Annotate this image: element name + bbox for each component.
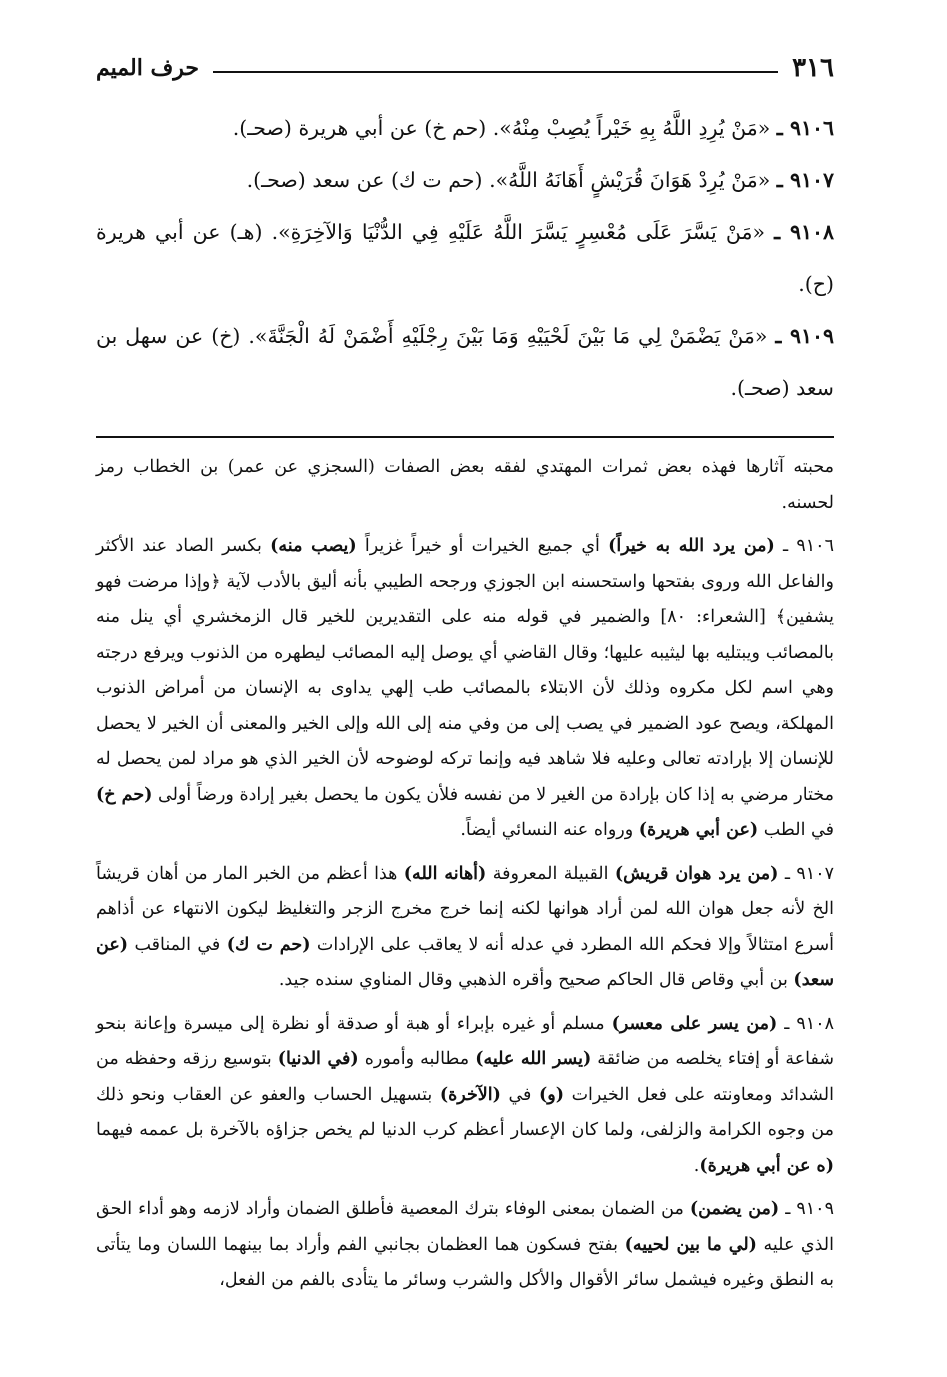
hadith-number: ٩١٠٨ ـ: [774, 220, 834, 244]
commentary-9108: [96, 1007, 834, 1185]
commentary-text: هذا أعظم من الخبر المار من أهان قريشاً الخ لأنه جعل هوان الله لمن أراد هوانها لكنه إنما خرج مخرج الزجر والتغليظ ليكون الانتهاء عن أذاهم أسرع امتثالاً وإلا فحكم الله المطرد في عدله أنه لا يعاقب على الإرادات: [96, 863, 834, 955]
commentary-text: في الطب: [758, 820, 834, 840]
page-header: [96, 48, 834, 88]
footnote-divider: [96, 436, 834, 438]
quoted-phrase: (من يسر على معسر): [611, 1013, 778, 1034]
commentary-number: ٩١٠٦ ـ: [783, 536, 834, 556]
hadith-text: «مَنْ يُرِدْ هَوَانَ قُرَيْشٍ أَهَانَهُ اللَّهُ»: [495, 168, 771, 192]
quoted-phrase: (من يضمن): [689, 1199, 780, 1219]
hadith-9108: [96, 206, 834, 310]
hadith-number: ٩١٠٦ ـ: [776, 116, 834, 140]
commentary-9107: [96, 857, 834, 999]
quoted-phrase: (في الدنيا): [277, 1049, 359, 1069]
quoted-phrase: (أهانه الله): [403, 863, 487, 884]
source-symbol: (حم ت ك): [226, 934, 311, 955]
commentary-9109: [96, 1192, 834, 1299]
commentary-text: بكسر الصاد عند الأكثر والفاعل الله وروى بفتحها واستحسنه ابن الجوزي ورجحه الطيبي بأنه أليق بالأدب لآية ﴿وإذا مرضت فهو يشفين﴾ [الشعراء: ٨٠] والضمير في قوله منه على التقديرين للخير قال الزمخشري أي ينل منه بالمصائب ويبتليه بها ليثيبه عليها؛ وقال القاضي أي يوصل إليه المصائب ليطهره من الذنوب ويرفع درجته وهي اسم لكل مكروه وذلك لأن الابتلاء بالمصائب طب إلهي يداوى به الإنسان من أمراض الذنوب المهلكة، ويصح عود الضمير في يصب إلى من وفي منه إلى الله وإلى الخير والمعنى أن الخير لا يحصل للإنسان إلا بإرادته تعالى وعليه فلا شاهد فيه وإنما تركه لوضوحه لأن الخير الذي هو مراد لمن يحصل له مختار مرضي به إذا كان بإرادة من الغير لا من نفسه فلأن يكون ما يحصل بغير إرادة ورضاً أولى: [96, 536, 834, 805]
commentary-text: بتوسيع رزقه وحفظه من الشدائد ومعاونته على فعل الخيرات: [96, 1049, 834, 1105]
commentary-text: .: [693, 1155, 700, 1176]
hadith-source: . (هـ) عن أبي هريرة (ح).: [96, 220, 834, 296]
quoted-phrase: (الآخرة): [439, 1084, 501, 1105]
commentary-text: مطالبه وأموره: [358, 1049, 476, 1069]
commentary-text: في: [500, 1084, 539, 1105]
commentary-number: ٩١٠٧ ـ: [784, 863, 834, 884]
hadith-9109: [96, 310, 834, 414]
commentary-text: بتسهيل الحساب والعفو عن العقاب ونحو ذلك من وجوه الكرامة والزلفى، ولما كان الإعسار أعظم كرب الدنيا لم يخص جزاؤه بالآخرة بل عممه فيهما: [96, 1084, 834, 1140]
commentary-text: مسلم أو غيره بإبراء أو هبة أو صدقة أو نظرة إلى ميسرة وإعانة بنحو شفاعة أو إفتاء يخلصه من ضائقة: [96, 1013, 835, 1069]
hadith-9107: [96, 154, 834, 206]
page-number: ٣١٦: [792, 53, 834, 83]
commentary-text: بن أبي وقاص قال الحاكم صحيح وأقره الذهبي وقال المناوي سنده جيد.: [278, 970, 794, 990]
narrator: (عن أبي هريرة): [638, 820, 759, 840]
hadith-list: [96, 102, 834, 414]
quoted-phrase: (يصب منه): [270, 536, 357, 556]
hadith-number: ٩١٠٧ ـ: [776, 168, 834, 192]
commentary-text: ورواه عنه النسائي أيضاً.: [460, 820, 639, 840]
hadith-source: . (حم ت ك) عن سعد (صحـ).: [246, 168, 496, 192]
narrator: (ه عن أبي هريرة): [699, 1155, 834, 1176]
commentary-text: في المناقب: [128, 934, 227, 955]
commentary-text: القبيلة المعروفة: [486, 863, 615, 884]
commentary-text: بفتح فسكون هما العظمان بجانبي الفم وأراد بما بينهما اللسان وما يتأتى به النطق وغيره فيشمل سائر الأقوال والأكل والشرب وسائر ما يتأدى بالفم من الفعل،: [96, 1234, 834, 1290]
commentary-section: [96, 450, 834, 1299]
commentary-text: من الضمان بمعنى الوفاء بترك المعصية فأطلق الضمان وأراد لازمه وهو أداء الحق الذي عليه: [96, 1199, 834, 1255]
quoted-phrase: (من يرد هوان قريش): [614, 863, 779, 884]
commentary-intro: محبته آثارها فهذه بعض ثمرات المهتدي لفقه بعض الصفات (السجزي عن عمر) بن الخطاب رمز لحسنه.: [96, 457, 834, 513]
source-symbol: (حم خ): [96, 784, 153, 805]
chapter-title: حرف الميم: [96, 55, 200, 81]
quoted-phrase: (و): [538, 1084, 564, 1105]
hadith-text: «مَنْ يُرِدِ اللَّهُ بِهِ خَيْراً يُصِبْ مِنْهُ»: [499, 116, 771, 140]
commentary-9106: [96, 529, 834, 849]
hadith-number: ٩١٠٩ ـ: [775, 324, 834, 348]
hadith-source: . (خ) عن سهل بن سعد (صحـ).: [96, 324, 834, 400]
hadith-text: «مَنْ يَضْمَنْ لِي مَا بَيْنَ لَحْيَيْهِ وَمَا بَيْنَ رِجْلَيْهِ أَضْمَنْ لَهُ الْجَنَّةَ»: [254, 324, 768, 348]
commentary-text: أي جميع الخيرات أو خيراً غزيراً: [356, 536, 609, 556]
quoted-phrase: (يسر الله عليه): [475, 1049, 592, 1069]
commentary-number: ٩١٠٨ ـ: [784, 1013, 834, 1034]
hadith-9106: [96, 102, 834, 154]
quoted-phrase: (لي ما بين لحييه): [624, 1234, 757, 1255]
commentary-number: ٩١٠٩ ـ: [785, 1199, 834, 1219]
hadith-text: «مَنْ يَسَّرَ عَلَى مُعْسِرٍ يَسَّرَ اللَّهُ عَلَيْهِ فِي الدُّنْيَا وَالآخِرَةِ»: [278, 220, 765, 244]
narrator: (عن سعد): [96, 934, 834, 990]
header-rule: [213, 71, 778, 73]
book-page: [96, 48, 834, 1307]
hadith-source: . (حم خ) عن أبي هريرة (صحـ).: [232, 116, 500, 140]
quoted-phrase: (من يرد الله به خيراً): [608, 536, 775, 556]
